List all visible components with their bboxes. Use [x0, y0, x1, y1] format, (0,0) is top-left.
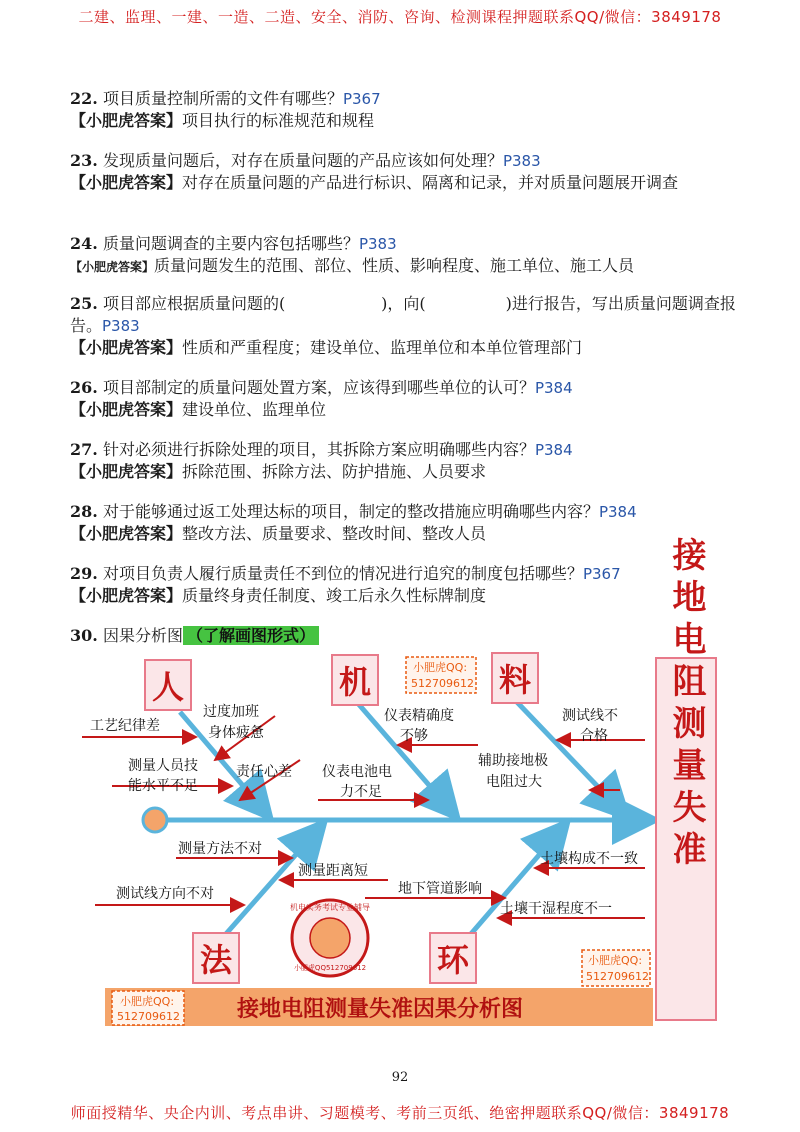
answer-text: 性质和严重程度；建设单位、监理单位和本单位管理部门 [182, 338, 583, 357]
answer-text: 拆除范围、拆除方法、防护措施、人员要求 [182, 462, 487, 481]
stamp-label: 小肥虎QQ: [588, 954, 643, 967]
cause-label: 合格 [580, 728, 608, 744]
answer-text: 项目执行的标准规范和规程 [182, 111, 375, 130]
cause-label: 测量人员技 [128, 758, 198, 774]
page-number: 92 [391, 1070, 409, 1085]
answer-text: 质量终身责任制度、竣工后永久性标牌制度 [182, 586, 487, 605]
q-num: 25. [70, 294, 98, 313]
category-environment: 环 [436, 941, 470, 979]
q-num: 28. [70, 502, 98, 521]
answer-tag: 【小肥虎答案】 [70, 260, 155, 274]
q-text: 项目质量控制所需的文件有哪些？ [102, 89, 343, 108]
q-ref: P367 [582, 565, 621, 583]
answer-text: 对存在质量问题的产品进行标识、隔离和记录，并对质量问题展开调查 [182, 173, 679, 192]
stamp-label: 小肥虎QQ: [413, 661, 468, 674]
cause-label: 土壤构成不一致 [540, 851, 638, 867]
answer-text: 建设单位、监理单位 [182, 400, 327, 419]
cause-label: 身体疲惫 [208, 725, 264, 741]
answer-tag: 【小肥虎答案】 [70, 524, 183, 543]
stamp-number: 512709612 [117, 1010, 180, 1023]
q-ref: P384 [534, 379, 573, 397]
q-ref: P383 [502, 152, 541, 170]
q-ref: P383 [102, 317, 140, 335]
cause-label: 地下管道影响 [398, 881, 482, 897]
q-num: 26. [70, 378, 98, 397]
q-num: 29. [70, 564, 98, 583]
cause-label: 过度加班 [203, 704, 259, 720]
cause-label: 电阻过大 [486, 774, 542, 790]
cause-label: 辅助接地极 [478, 753, 548, 769]
q-text: 项目部应根据质量问题的( )，向( )进行报告，写出质量问题调查报告。 [70, 294, 736, 335]
category-material: 料 [498, 661, 532, 699]
q-ref: P384 [598, 503, 637, 521]
cause-label: 仪表电池电 [322, 764, 392, 780]
answer-tag: 【小肥虎答案】 [70, 173, 183, 192]
header-banner: 二建、监理、一建、一造、二造、安全、消防、咨询、检测课程押题联系QQ/微信：3849178 [78, 8, 722, 26]
q-ref: P367 [342, 90, 381, 108]
answer-text: 质量问题发生的范围、部位、性质、影响程度、施工单位、施工人员 [154, 256, 635, 275]
stamp-number: 512709612 [411, 677, 474, 690]
category-people: 人 [151, 668, 185, 706]
q-text: 因果分析图 [102, 626, 183, 645]
highlight-label: （了解画图形式） [183, 626, 319, 645]
q-ref: P384 [534, 441, 573, 459]
category-method: 法 [199, 941, 233, 979]
q-num: 22. [70, 89, 98, 108]
seal-bottom: 小肥虎QQ512709612 [293, 964, 367, 972]
category-machine: 机 [338, 663, 372, 701]
spine-tail [143, 808, 167, 832]
answer-tag: 【小肥虎答案】 [70, 338, 183, 357]
q-num: 23. [70, 151, 98, 170]
q-text: 项目部制定的质量问题处置方案，应该得到哪些单位的认可？ [102, 378, 535, 397]
q-text: 对于能够通过返工处理达标的项目，制定的整改措施应明确哪些内容？ [102, 502, 599, 521]
cause-label: 工艺纪律差 [90, 718, 160, 734]
answer-tag: 【小肥虎答案】 [70, 400, 183, 419]
cause-label: 测试线方向不对 [116, 886, 214, 902]
cause-label: 仪表精确度 [384, 708, 454, 724]
answer-tag: 【小肥虎答案】 [70, 586, 183, 605]
q-text: 对项目负责人履行质量责任不到位的情况进行追究的制度包括哪些？ [102, 564, 583, 583]
cause-label: 不够 [400, 728, 428, 744]
tiger-emblem [310, 918, 350, 958]
footer-banner: 师面授精华、央企内训、考点串讲、习题模考、考前三页纸、绝密押题联系QQ/微信：3849178 [70, 1104, 730, 1122]
stamp-number: 512709612 [586, 970, 649, 983]
q-num: 24. [70, 234, 98, 253]
cause-label: 能水平不足 [128, 778, 198, 794]
q-num: 30. [70, 626, 98, 645]
q-text: 发现质量问题后，对存在质量问题的产品应该如何处理？ [102, 151, 503, 170]
q-ref: P383 [358, 235, 397, 253]
stamp-label: 小肥虎QQ: [120, 995, 175, 1008]
seal-text: 机电实务考试专业辅导 [290, 903, 370, 912]
q-num: 27. [70, 440, 98, 459]
cause-label: 责任心差 [236, 764, 292, 780]
q-text: 针对必须进行拆除处理的项目，其拆除方案应明确哪些内容？ [102, 440, 535, 459]
diagram-title: 接地电阻测量失准因果分析图 [236, 996, 524, 1022]
cause-label: 力不足 [340, 784, 382, 800]
cause-label: 测量方法不对 [178, 841, 262, 857]
q-text: 质量问题调查的主要内容包括哪些？ [102, 234, 359, 253]
answer-text: 整改方法、质量要求、整改时间、整改人员 [182, 524, 487, 543]
answer-tag: 【小肥虎答案】 [70, 462, 183, 481]
cause-label: 测试线不 [562, 708, 618, 724]
cause-label: 土壤干湿程度不一 [500, 901, 612, 917]
cause-label: 测量距离短 [298, 863, 368, 879]
answer-tag: 【小肥虎答案】 [70, 111, 183, 130]
effect-label: 接地电阻测量失准 [666, 537, 706, 873]
